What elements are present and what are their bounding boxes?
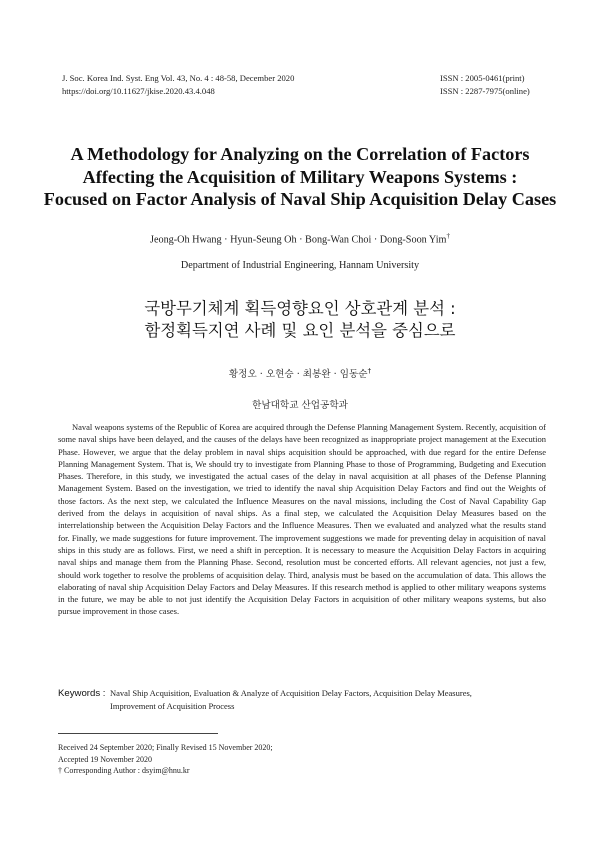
title-line-3: Focused on Factor Analysis of Naval Ship Acquisition Delay Cases bbox=[43, 189, 557, 209]
issn-online: ISSN : 2287-7975(online) bbox=[440, 85, 530, 96]
corresponding-mark: † bbox=[446, 232, 450, 240]
journal-header bbox=[62, 72, 294, 97]
keywords-line-2: Improvement of Acquisition Process bbox=[110, 701, 235, 711]
journal-citation: J. Soc. Korea Ind. Syst. Eng Vol. 43, No. 4 : 48-58, December 2020 bbox=[62, 73, 295, 83]
korean-author-names: 황정오 · 오현승 · 최봉완 · 임동순 bbox=[228, 369, 368, 380]
korean-title bbox=[30, 298, 570, 342]
title-line-1: A Methodology for Analyzing on the Correlation of Factors bbox=[70, 144, 530, 164]
issn-print: ISSN : 2005-0461(print) bbox=[440, 73, 525, 83]
title-line-2: Affecting the Acquisition of Military Weapons Systems : bbox=[82, 166, 518, 187]
footnote-dagger: † bbox=[58, 766, 62, 776]
affiliation: Department of Industrial Engineering, Hannam University bbox=[180, 260, 420, 271]
accepted-date: Accepted 19 November 2020 bbox=[58, 754, 152, 764]
author-names: Jeong-Oh Hwang · Hyun-Seung Oh · Bong-Wan Choi · Dong-Soon Yim bbox=[150, 234, 447, 246]
keywords-text bbox=[110, 687, 548, 713]
corresponding-author-text: Corresponding Author : dsyim@hnu.kr bbox=[62, 766, 190, 776]
keywords-line-1: Naval Ship Acquisition, Evaluation & Analyze of Acquisition Delay Factors, Acquisition Delay Measures, bbox=[110, 688, 472, 698]
keywords-label: Keywords : bbox=[58, 688, 106, 699]
korean-title-line-2: 함정획득지연 사례 및 요인 분석을 중심으로 bbox=[144, 321, 456, 340]
doi-link[interactable]: https://doi.org/10.11627/jkise.2020.43.4.048 bbox=[62, 85, 215, 96]
issn-block bbox=[440, 72, 530, 97]
korean-title-line-1: 국방무기체계 획득영향요인 상호관계 분석 : bbox=[144, 299, 456, 318]
corresponding-author bbox=[58, 765, 273, 777]
paper-title bbox=[30, 143, 570, 211]
author-list bbox=[30, 232, 570, 245]
footnote-divider bbox=[58, 733, 218, 734]
korean-corresponding-mark: † bbox=[367, 366, 372, 375]
footnote bbox=[58, 742, 273, 777]
abstract: Naval weapons systems of the Republic of Korea are acquired through the Defense Planning Management System. Recently, acquisition of some naval ships have been delayed, and the causes of the delays have been recognized as inappropriate project management at the Execution Phase. However, we argue that the delay problem in naval ships acquisition should be approached, with due regard for the entire Defense Planning Management System. That is, We should try to investigate from Planning Phase to those of Programming, Budgeting and Execution Phases. Therefore, in this study, we investigated the actual cases of the delay in naval acquisition at all phases of the Defense Planning Management System. Based on the investigation, we tried to identify the naval ship Acquisition Delay Factors and find out the Weights of those factors. As the next step, we calculated the Influence Measures on the naval missions, including the Cost of Naval Capability Gap derived from the delays in acquisition of naval ships. As a final step, we calculated the Acquisition Delay Measures based on the interrelationship between the Acquisition Delay Factors and the Influence Measures. Then we evaluated and analyzed what the results stand for. Finally, we made suggestions for future improvement. The improvement suggestions we made for preventing delay in acquisition of naval ships in this study are as follows. First, we need a shift in perception. It is necessary to measure the Acquisition Delay Factors in acquiring naval ships and manage them from the Planning Phase. Second, resolution must be concerted efforts. All relevant agencies, not just a few, should work together to resolve the problems of acquisition delay. Third, analysis must be based on the accumulation of data. This allows the elaborating of naval ship Acquisition Delay Factors and Delay Measures. If this research method is applied to other military weapons systems in the future, we may be able to not just identify the Acquisition Delay Factors in acquisition of other military weapons systems, but also pursue improvement in those cases. bbox=[58, 422, 546, 617]
received-date: Received 24 September 2020; Finally Revised 15 November 2020; bbox=[58, 743, 273, 752]
keywords-block bbox=[58, 687, 548, 711]
korean-author-list bbox=[30, 366, 570, 380]
korean-affiliation: 한남대학교 산업공학과 bbox=[252, 400, 348, 411]
